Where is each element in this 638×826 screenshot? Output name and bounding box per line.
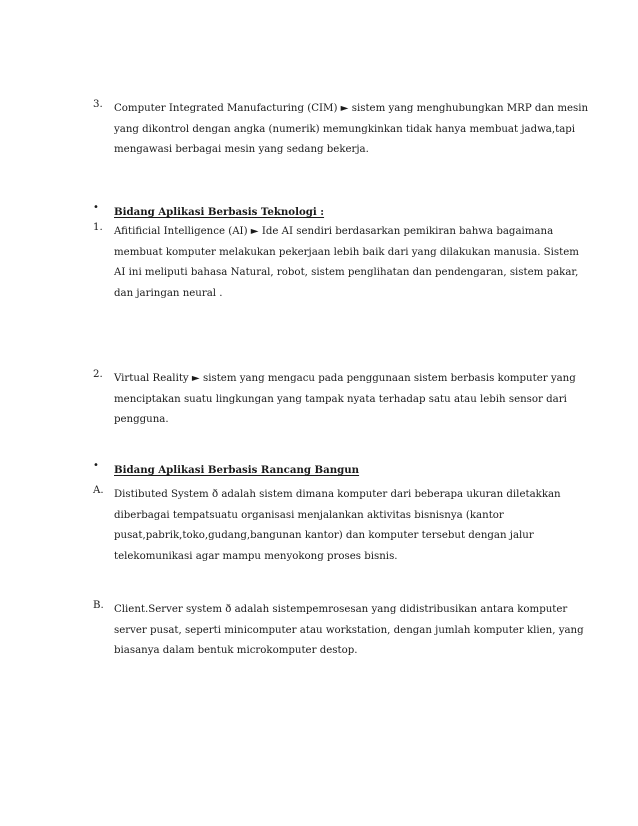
list-marker: 3. <box>93 99 103 110</box>
heading-wrapper <box>114 460 574 481</box>
list-marker: B. <box>93 600 104 611</box>
list-marker: 1. <box>93 222 103 233</box>
bullet-icon: • <box>93 202 99 213</box>
text-line: dan jaringan neural . <box>114 287 223 299</box>
list-item-text <box>114 600 584 662</box>
list-item-text <box>114 99 589 161</box>
heading-wrapper <box>114 202 574 223</box>
text-line: AI ini meliputi bahasa Natural, robot, sistem penglihatan dan pendengaran, sistem pakar, <box>114 267 579 279</box>
section-heading-text: Bidang Aplikasi Berbasis Rancang Bangun <box>114 464 360 476</box>
list-item-text <box>114 369 574 431</box>
text-line: biasanya dalam bentuk microkomputer destop. <box>114 645 358 657</box>
text-line: diberbagai tempatsuatu organisasi menjalankan aktivitas bisnisnya (kantor <box>114 509 504 521</box>
text-line: mengawasi berbagai mesin yang sedang bekerja. <box>114 144 369 156</box>
bullet-icon: • <box>93 460 99 471</box>
list-marker: 2. <box>93 369 103 380</box>
text-line: Afitificial Intelligence (AI) ► Ide AI sendiri berdasarkan pemikiran bahwa bagaimana <box>114 226 554 237</box>
text-line: telekomunikasi agar mampu menyokong proses bisnis. <box>114 550 398 562</box>
text-line: Virtual Reality ► sistem yang mengacu pada penggunaan sistem berbasis komputer yang <box>114 373 576 384</box>
text-line: menciptakan suatu lingkungan yang tampak nyata terhadap satu atau lebih sensor dari <box>114 393 567 405</box>
text-line: membuat komputer melakukan pekerjaan lebih baik dari yang dilakukan manusia. Sistem <box>114 246 579 258</box>
list-item-text <box>114 485 574 567</box>
text-line: pusat,pabrik,toko,gudang,bangunan kantor) dan komputer tersebut dengan jalur <box>114 530 534 542</box>
section-heading-text: Bidang Aplikasi Berbasis Teknologi : <box>114 206 325 218</box>
text-line: yang dikontrol dengan angka (numerik) memungkinkan tidak hanya membuat jadwa,tapi <box>114 123 576 135</box>
text-line: Computer Integrated Manufacturing (CIM) ► sistem yang menghubungkan MRP dan mesin <box>114 103 589 114</box>
list-marker: A. <box>93 485 104 496</box>
text-line: Distibuted System ð adalah sistem dimana komputer dari beberapa ukuran diletakkan <box>114 489 561 500</box>
text-line: server pusat, seperti minicomputer atau workstation, dengan jumlah komputer klien, yang <box>114 624 584 636</box>
text-line: Client.Server system ð adalah sistempemrosesan yang didistribusikan antara komputer <box>114 604 568 615</box>
list-item-text <box>114 222 579 304</box>
text-line: pengguna. <box>114 414 169 426</box>
